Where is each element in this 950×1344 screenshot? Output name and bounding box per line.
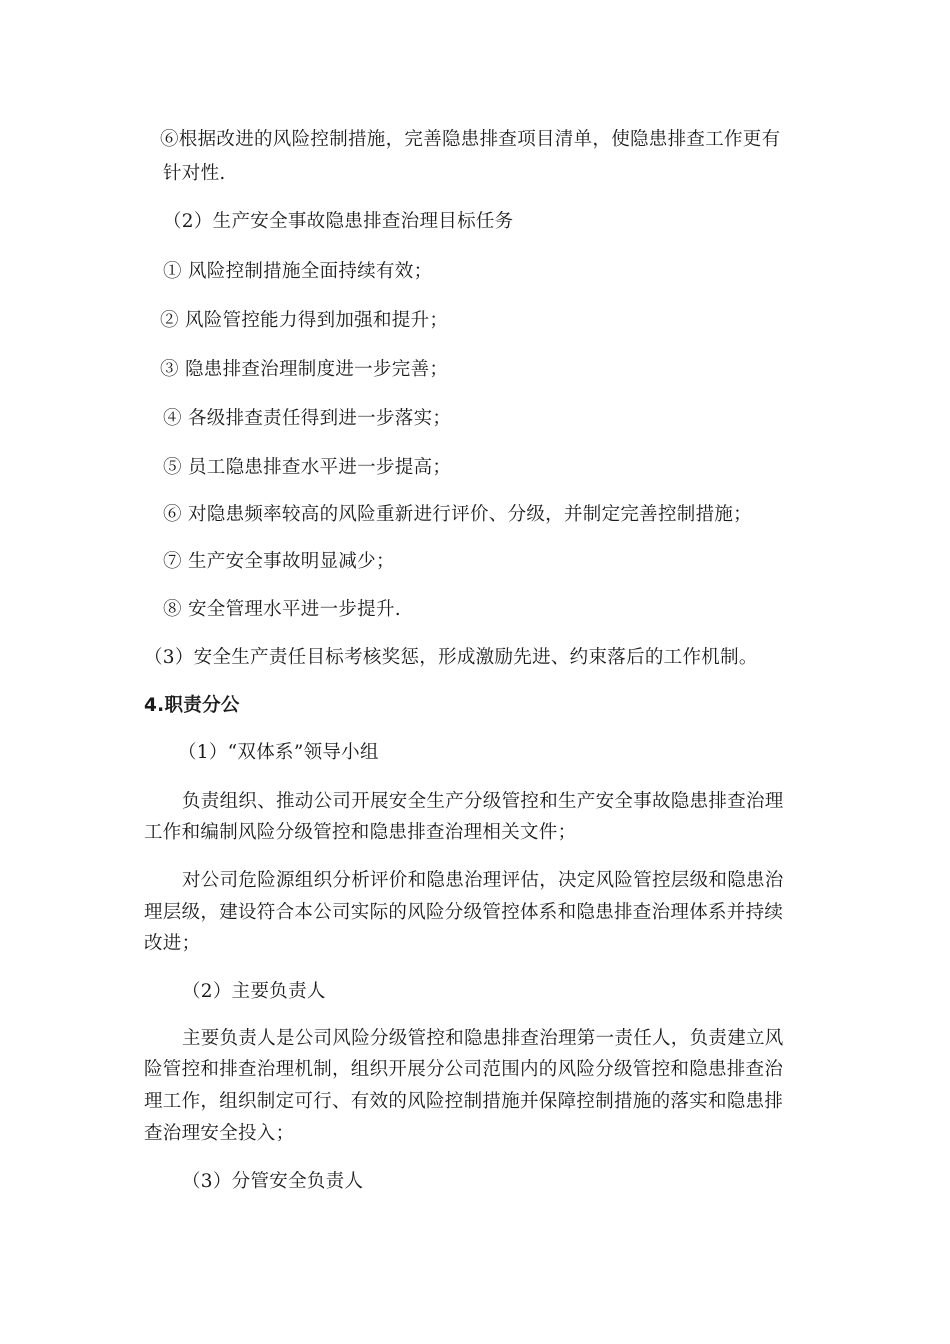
list-item: ② 风险管控能力得到加强和提升； [160,310,449,331]
paragraph-line: 针对性. [163,163,226,184]
list-item: ⑦ 生产安全事故明显减少； [163,551,395,572]
section-title: 4.职责分公 [144,695,240,716]
list-item: ④ 各级排查责任得到进一步落实； [163,408,452,429]
paragraph-line: 查治理安全投入； [144,1123,295,1144]
paragraph-line: ⑥根据改进的风险控制措施，完善隐患排查项目清单，使隐患排查工作更有 [160,129,781,150]
paragraph-line: 工作和编制风险分级管控和隐患排查治理相关文件； [144,822,577,843]
list-item: ⑥ 对隐患频率较高的风险重新进行评价、分级，并制定完善控制措施； [163,504,752,525]
list-item: ⑤ 员工隐患排查水平进一步提高； [163,457,452,478]
paragraph-line: 理工作，组织制定可行、有效的风险控制措施并保障控制措施的落实和隐患排 [144,1091,784,1112]
paragraph-line: 主要负责人是公司风险分级管控和隐患排查治理第一责任人，负责建立风 [182,1028,784,1049]
paragraph-line: 理层级，建设符合本公司实际的风险分级管控体系和隐患排查治理体系并持续 [144,902,784,923]
list-item: ③ 隐患排查治理制度进一步完善； [160,359,449,380]
section-heading: （3）安全生产责任目标考核奖惩，形成激励先进、约束落后的工作机制。 [144,647,758,668]
section-heading: （2）生产安全事故隐患排查治理目标任务 [163,211,514,232]
list-item: ⑧ 安全管理水平进一步提升. [163,599,401,620]
subsection-heading: （2）主要负责人 [182,981,326,1002]
subsection-heading: （3）分管安全负责人 [182,1171,364,1192]
paragraph-line: 险管控和排查治理机制，组织开展分公司范围内的风险分级管控和隐患排查治 [144,1059,784,1080]
paragraph-line: 负责组织、推动公司开展安全生产分级管控和生产安全事故隐患排查治理 [182,791,784,812]
paragraph-line: 对公司危险源组织分析评价和隐患治理评估，决定风险管控层级和隐患治 [182,870,784,891]
list-item: ① 风险控制措施全面持续有效； [163,261,433,282]
subsection-heading: （1）“双体系”领导小组 [178,742,379,763]
paragraph-line: 改进； [144,933,201,954]
